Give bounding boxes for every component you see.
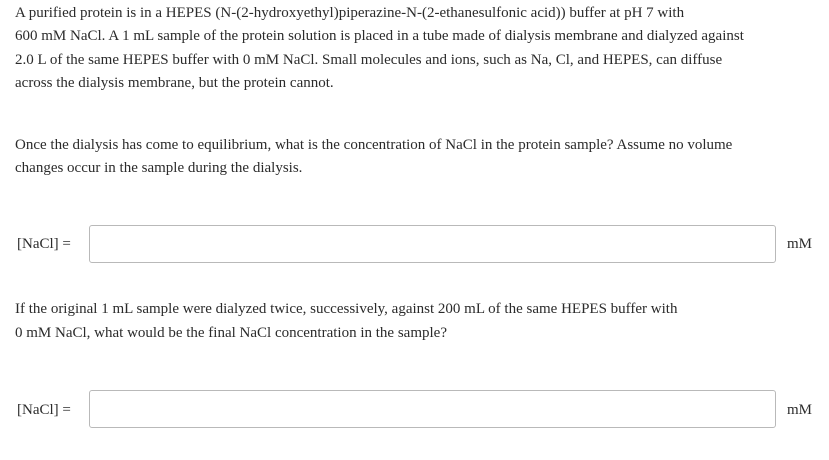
intro-line-2: 600 mM NaCl. A 1 mL sample of the protein solution is placed in a tube made of dialysis membrane and dialyzed against — [15, 28, 744, 44]
intro-line-4: across the dialysis membrane, but the protein cannot. — [15, 75, 334, 91]
part2-line-2: 0 mM NaCl, what would be the final NaCl concentration in the sample? — [15, 325, 447, 341]
answer1-input[interactable] — [89, 225, 776, 263]
answer1-label: [NaCl] = — [17, 236, 71, 252]
answer2-unit: mM — [787, 402, 813, 418]
intro-line-3: 2.0 L of the same HEPES buffer with 0 mM NaCl. Small molecules and ions, such as Na, Cl, and HEPES, can diffuse — [15, 52, 723, 68]
answer2-input[interactable] — [89, 390, 776, 428]
answer1-unit: mM — [787, 236, 813, 252]
part2-line-1: If the original 1 mL sample were dialyzed twice, successively, against 200 mL of the same HEPES buffer with — [15, 301, 678, 317]
part1-line-2: changes occur in the sample during the dialysis. — [15, 160, 303, 176]
part1-line-1: Once the dialysis has come to equilibrium, what is the concentration of NaCl in the protein sample? Assume no volume — [15, 137, 733, 153]
answer2-label: [NaCl] = — [17, 402, 71, 418]
intro-line-1: A purified protein is in a HEPES (N-(2-hydroxyethyl)piperazine-N-(2-ethanesulfonic acid)) buffer at pH 7 with — [15, 5, 685, 21]
